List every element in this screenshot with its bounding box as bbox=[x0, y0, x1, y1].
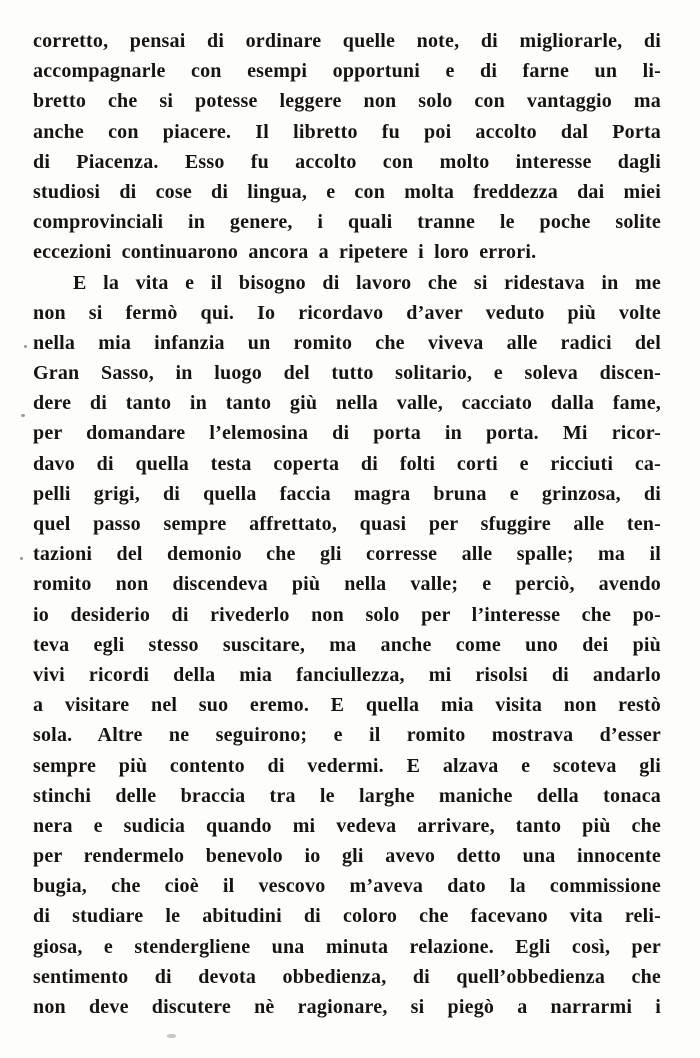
text-line: di Piacenza. Esso fu accolto con molto interesse dagli bbox=[33, 150, 661, 173]
text-line: quel passo sempre affrettato, quasi per sfuggire alle ten- bbox=[33, 513, 661, 535]
text-line: nella mia infanzia un romito che viveva alle radici del bbox=[33, 331, 661, 354]
text-line: eccezioni continuarono ancora a ripetere i loro errori. bbox=[33, 241, 537, 264]
text-line: accompagnarle con esempi opportuni e di farne un li- bbox=[33, 60, 661, 83]
text-line: pelli grigi, di quella faccia magra bruna e grinzosa, di bbox=[33, 482, 661, 505]
text-line: studiosi di cose di lingua, e con molta freddezza dai miei bbox=[33, 180, 661, 203]
text-line: davo di quella testa coperta di folti corti e ricciuti ca- bbox=[33, 452, 661, 475]
ink-speck bbox=[24, 345, 27, 348]
text-line: bugia, che cioè il vescovo m’aveva dato la commissione bbox=[33, 875, 661, 898]
text-line: sola. Altre ne seguirono; e il romito mostrava d’esser bbox=[33, 724, 661, 747]
text-line: anche con piacere. Il libretto fu poi accolto dal Porta bbox=[33, 120, 661, 143]
ink-speck bbox=[21, 414, 25, 417]
text-line: per rendermelo benevolo io gli avevo detto una innocente bbox=[33, 845, 661, 868]
text-line: corretto, pensai di ordinare quelle note, di migliorarle, di bbox=[33, 30, 661, 52]
text-line: giosa, e stendergliene una minuta relazione. Egli così, per bbox=[33, 935, 661, 958]
ink-speck bbox=[20, 557, 23, 560]
text-line: non si fermò qui. Io ricordavo d’aver veduto più volte bbox=[33, 301, 661, 324]
text-line: di studiare le abitudini di coloro che facevano vita reli- bbox=[33, 905, 661, 928]
text-line: tazioni del demonio che gli corresse alle spalle; ma il bbox=[33, 543, 661, 566]
text-line: teva egli stesso suscitare, ma anche come uno dei più bbox=[33, 633, 661, 656]
text-line: nera e sudicia quando mi vedeva arrivare, tanto più che bbox=[33, 814, 661, 837]
text-line: io desiderio di rivederlo non solo per l’interesse che po- bbox=[33, 603, 661, 626]
text-line: bretto che si potesse leggere non solo con vantaggio ma bbox=[33, 90, 661, 113]
text-line: Gran Sasso, in luogo del tutto solitario, e soleva discen- bbox=[33, 362, 661, 385]
page-text bbox=[33, 26, 661, 1022]
text-line: sentimento di devota obbedienza, di quell’obbedienza che bbox=[33, 965, 661, 988]
text-line: vivi ricordi della mia fanciullezza, mi risolsi di andarlo bbox=[33, 663, 661, 686]
text-line: stinchi delle braccia tra le larghe maniche della tonaca bbox=[33, 784, 661, 807]
ink-smudge bbox=[167, 1034, 176, 1038]
text-line: dere di tanto in tanto giù nella valle, cacciato dalla fame, bbox=[33, 392, 661, 415]
text-line: sempre più contento di vedermi. E alzava e scoteva gli bbox=[33, 754, 661, 777]
text-line: non deve discutere nè ragionare, si piegò a narrarmi i bbox=[33, 996, 661, 1018]
text-line: romito non discendeva più nella valle; e perciò, avendo bbox=[33, 573, 661, 596]
text-line: per domandare l’elemosina di porta in porta. Mi ricor- bbox=[33, 422, 661, 445]
text-line: a visitare nel suo eremo. E quella mia visita non restò bbox=[33, 694, 661, 717]
text-line: comprovinciali in genere, i quali tranne le poche solite bbox=[33, 211, 661, 234]
text-line: E la vita e il bisogno di lavoro che si ridestava in me bbox=[73, 271, 661, 294]
